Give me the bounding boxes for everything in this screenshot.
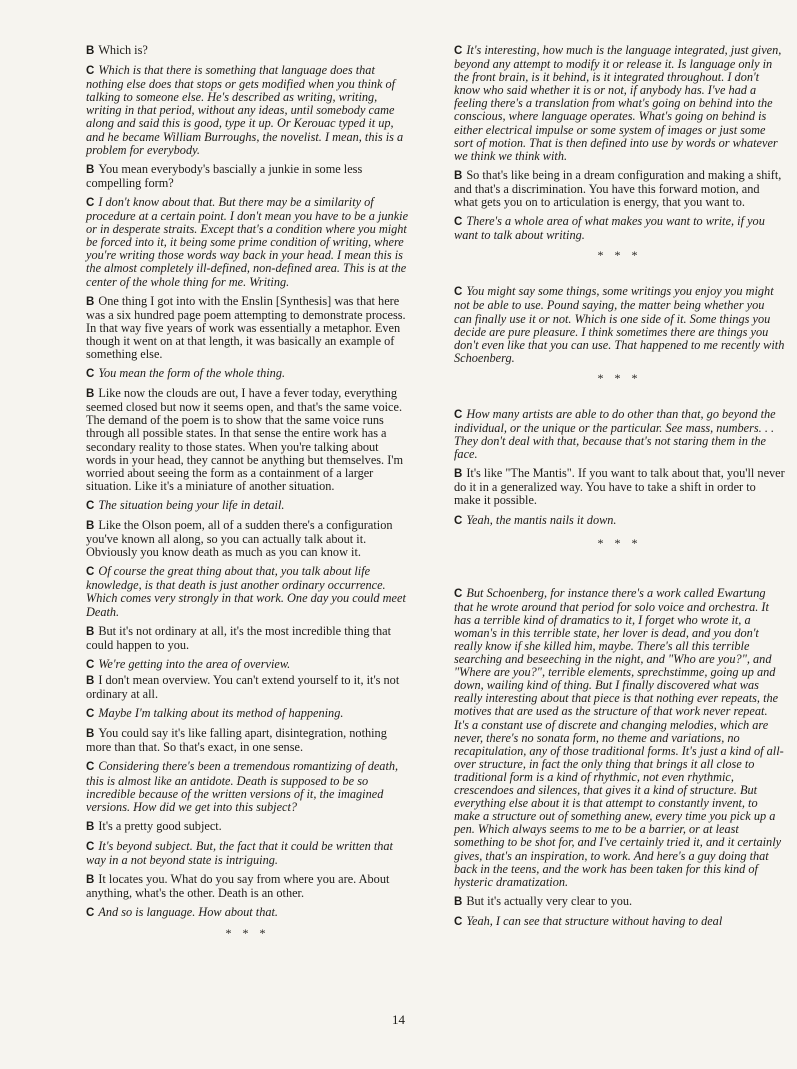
dialogue-text: Considering there's been a tremendous romantizing of death, this is almost like an antidote. Death is supposed to be so incredible because of the written versions of it, the imagined versions. How did we get into this subject? (86, 759, 399, 814)
dialogue-text: I don't mean overview. You can't extend yourself to it, it's not ordinary at all. (86, 672, 400, 702)
dialogue-paragraph (86, 387, 409, 493)
left-column (86, 44, 409, 963)
dialogue-text: So that's like being in a dream configuration and making a shift, and that's a discrimination. You have this forward motion, and what gets you on to articulation is energy, that you want to. (454, 167, 782, 210)
dialogue-paragraph (86, 820, 409, 834)
dialogue-paragraph (454, 169, 785, 209)
speaker-initial: B (86, 295, 95, 308)
dialogue-text: But Schoenberg, for instance there's a work called Ewartung that he wrote around that period for solo voice and orchestra. It has a terrible kind of dramatics to it, I forget who wrote it, a woman's in this terrible state, her lover is dead, and you don't really know if she killed him, maybe. There's all this terrible searching and beseeching in the night, and "Who are you?", and "Where are you?", terrible elements, sprechstimme, going up and down, wailing kind of thing. But I finally discovered what was really interesting about that piece is that nothing ever repeats, the motives that are used as the structure of that work never repeat. It's a constant use of discrete and changing melodies, which are never, there's no sonata form, no theme and variations, no recapitulation, any of those traditional forms. It's just a kind of all-over structure, in fact the only thing that brings it all close to traditional form is a kind of rhythmic, not even rhythmic, crescendoes and silences, that gives it a kind of structure. But everything else about it is that attempt to constantly invent, to make a structure out of something anew, every time you pick up a pen. Which always seems to me to be a barrier, or at least something to be shot for, and I've certainly tried it, and it certainly gives, that's an inspiration, to work. And here's a guy doing that back in the teens, and the work has been taken for this kind of hysteric dramatization. (454, 585, 784, 889)
speaker-initial: C (454, 408, 463, 421)
speaker-initial: B (86, 728, 95, 741)
speaker-initial: B (86, 163, 95, 176)
speaker-initial: C (454, 45, 463, 57)
speaker-initial: C (86, 840, 95, 853)
speaker-initial: B (454, 169, 463, 182)
dialogue-text: It's interesting, how much is the language integrated, just given, beyond any attempt to modify it or release it. Is language only in the front brain, is it behind, is it integrated throughout. I don't know who said whether it is or not, if anybody has. I've had a feeling there's a translation from what's going on behind into the conscious, where language operates. What's going on behind is either electrical impulse or some system of images or just some sort of motion. That is then defined into use by words or whatever we think we think with. (454, 43, 782, 163)
speaker-initial: B (454, 468, 463, 481)
dialogue-paragraph (86, 658, 409, 672)
dialogue-text: Like now the clouds are out, I have a fever today, everything seemed closed but now it seems open, and that's the same voice. The demand of the poem is to show that the same voice runs through all possible states. In that sense the entire work has a secondary reality to those states. When you're talking about words in your head, they cannot be anything but themselves. I'm worried about seeing the form as a containment of a larger situation. Like it's a miniature of another situation. (86, 386, 404, 493)
dialogue-paragraph (86, 707, 409, 721)
dialogue-text: One thing I got into with the Enslin [Synthesis] was that here was a six hundred page poem attempting to demonstrate process. In that way five years of work was essentially a metaphor. Even though it went on at that length, it was basically an example of something else. (86, 293, 406, 361)
dialogue-paragraph (454, 215, 785, 242)
dialogue-text: But it's not ordinary at all, it's the most incredible thing that could happen to you. (86, 623, 391, 652)
speaker-initial: B (454, 895, 463, 908)
speaker-initial: C (454, 915, 463, 928)
dialogue-paragraph (86, 873, 409, 900)
speaker-initial: C (454, 216, 463, 229)
dialogue-paragraph (86, 565, 409, 618)
dialogue-paragraph (86, 196, 409, 289)
dialogue-text: There's a whole area of what makes you want to write, if you want to talk about writing. (454, 214, 765, 243)
dialogue-paragraph (86, 625, 409, 652)
dialogue-paragraph (86, 295, 409, 361)
dialogue-text: You mean the form of the whole thing. (98, 366, 286, 381)
dialogue-paragraph (86, 367, 409, 381)
speaker-initial: C (86, 907, 95, 920)
dialogue-paragraph (454, 915, 785, 929)
dialogue-text: Yeah, I can see that structure without having to deal (466, 913, 723, 928)
dialogue-text: It's like "The Mantis". If you want to talk about that, you'll never do it in a generalized way. You have to take a shift in order to make it possible. (454, 466, 785, 508)
dialogue-paragraph (454, 285, 785, 365)
speaker-initial: B (86, 674, 95, 687)
section-break-asterisks: * * * (597, 248, 642, 263)
page-number: 14 (392, 1012, 405, 1027)
dialogue-text: I don't know about that. But there may be a similarity of procedure at a certain point. I don't mean you have to be a junkie or in desperate straits. Except that's a condition where you might be forced into it, it being some prime condition of writing, where you're writing those words way back in your head. I mean this is the almost completely ill-defined, non-defined area. This is at the center of the whole thing for me. Writing. (86, 194, 409, 289)
dialogue-paragraph (86, 760, 409, 813)
dialogue-paragraph (86, 64, 409, 157)
speaker-initial: C (86, 761, 95, 774)
speaker-initial: B (86, 625, 95, 638)
dialogue-paragraph (454, 587, 785, 889)
dialogue-paragraph (86, 163, 409, 190)
speaker-initial: C (86, 658, 95, 671)
dialogue-text: The situation being your life in detail. (98, 497, 285, 512)
dialogue-text: We're getting into the area of overview. (98, 656, 291, 671)
dialogue-paragraph (454, 408, 785, 461)
dialogue-paragraph (86, 519, 409, 559)
dialogue-text: Yeah, the mantis nails it down. (466, 512, 617, 527)
dialogue-paragraph (86, 906, 409, 920)
speaker-initial: C (86, 368, 95, 381)
section-break-asterisks: * * * (597, 535, 642, 550)
speaker-initial: C (454, 587, 463, 600)
dialogue-paragraph (86, 499, 409, 513)
speaker-initial: C (86, 566, 95, 579)
dialogue-text: It's beyond subject. But, the fact that it could be written that way in a not beyond state is intriguing. (86, 838, 393, 867)
dialogue-paragraph (454, 895, 785, 909)
dialogue-text: Like the Olson poem, all of a sudden there's a configuration you've known all along, so you can actually talk about it. Obviously you know death as much as you can know it. (86, 518, 393, 560)
right-column (454, 44, 785, 935)
dialogue-text: Which is? (98, 43, 148, 57)
dialogue-text: You mean everybody's bascially a junkie in some less compelling form? (86, 161, 363, 190)
dialogue-text: It's a pretty good subject. (98, 818, 222, 833)
section-break-asterisks: * * * (225, 926, 270, 941)
dialogue-text: You might say some things, some writings you enjoy you might not be able to use. Pound saying, the matter being whether you can finally use it or not. Which is one side of it. Some things you decide are pure pleasure. I think sometimes there are things you don't even like that you can use. That happened to me recently with Schoenberg. (454, 284, 785, 365)
dialogue-text: Which is that there is something that language does that nothing else does that stops or gets modified when you think of talking to someone else. He's described as writing, writing, writing in that period, without any ideas, until somebody came along and said this is good, type it up. Or Kerouac typed it up, and he became William Burroughs, the novelist. I mean, this is a problem for everybody. (86, 63, 404, 157)
speaker-initial: C (86, 499, 95, 512)
dialogue-text: It locates you. What do you say from where you are. About anything, what's the other. Death is an other. (86, 872, 390, 901)
speaker-initial: B (86, 520, 95, 532)
speaker-initial: C (86, 196, 95, 209)
dialogue-text: Maybe I'm talking about its method of happening. (98, 706, 344, 721)
speaker-initial: B (86, 45, 95, 57)
speaker-initial: B (86, 388, 95, 401)
dialogue-paragraph (86, 674, 409, 701)
speaker-initial: C (86, 708, 95, 721)
dialogue-paragraph (86, 840, 409, 867)
speaker-initial: C (86, 65, 95, 78)
dialogue-paragraph (86, 44, 409, 58)
section-break-asterisks: * * * (597, 370, 642, 385)
dialogue-text: How many artists are able to do other than that, go beyond the individual, or the unique or the particular. See mass, numbers. . . They don't deal with that, because that's not staring them in the face. (454, 406, 776, 462)
dialogue-paragraph (454, 514, 785, 528)
speaker-initial: C (454, 514, 463, 527)
speaker-initial: B (86, 820, 95, 833)
dialogue-paragraph (454, 467, 785, 507)
speaker-initial: B (86, 874, 95, 887)
dialogue-paragraph (86, 727, 409, 754)
speaker-initial: C (454, 286, 463, 299)
dialogue-paragraph (454, 44, 785, 163)
dialogue-text: And so is language. How about that. (98, 905, 278, 920)
dialogue-text: But it's actually very clear to you. (466, 893, 633, 908)
dialogue-text: You could say it's like falling apart, disintegration, nothing more than that. So that's exact, in one sense. (86, 726, 387, 755)
dialogue-text: Of course the great thing about that, you talk about life knowledge, is that death is just another ordinary occurrence. Which comes very strongly in that work. One day you could meet Death. (86, 564, 406, 619)
